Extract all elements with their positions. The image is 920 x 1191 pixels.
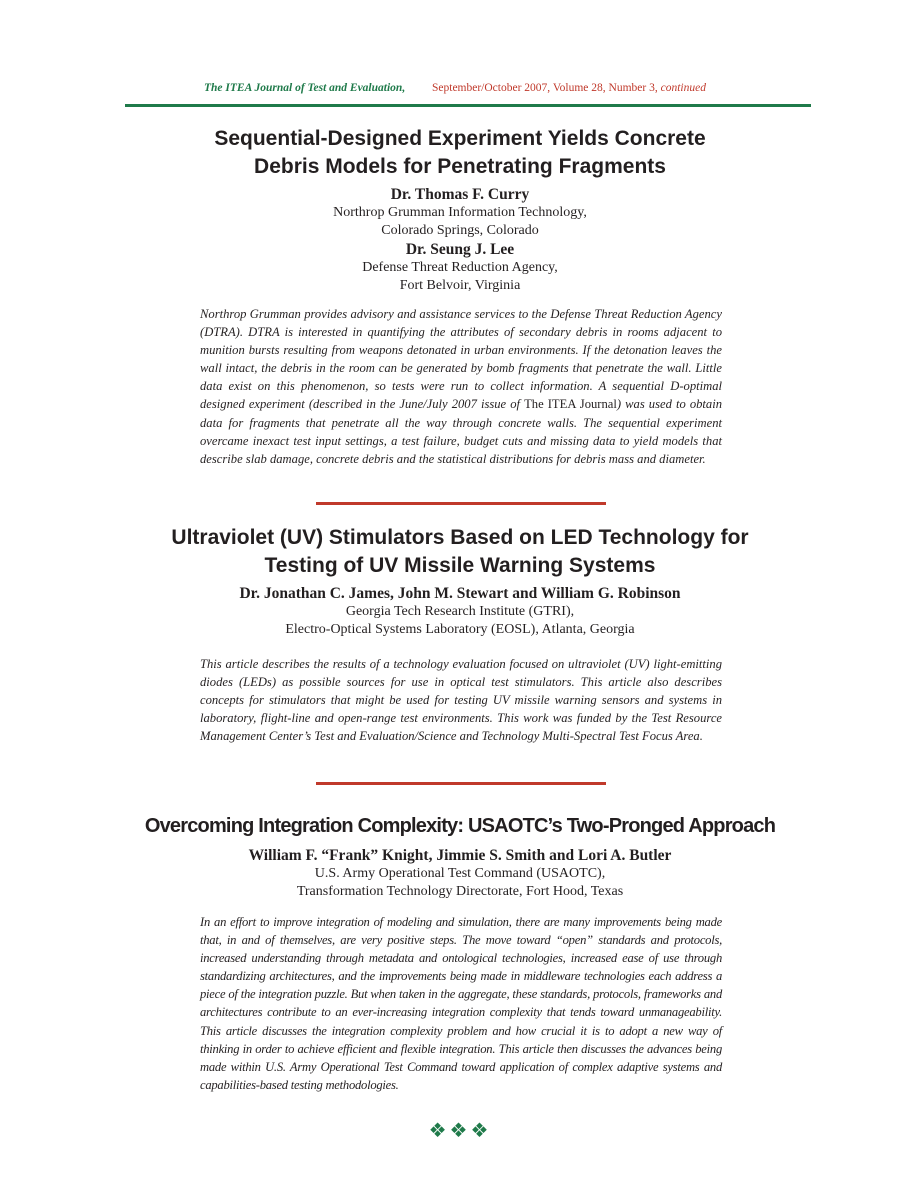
article-2-heading bbox=[100, 524, 820, 639]
article-1-title-line-1: Sequential-Designed Experiment Yields Concrete bbox=[214, 127, 706, 150]
article-3-abstract: In an effort to improve integration of modeling and simulation, there are many improvements being made that, in and of themselves, are very positive steps. The move toward “open” standards and protocols, increased understanding through metadata and ontological technologies, increased ease of use through standardizing architectures, and the improvements being made in middleware technologies each address a piece of the integration puzzle. But when taken in the aggregate, these standards, protocols, frameworks and architectures contribute to an ever-increasing integration complexity that tends toward unmanageability. This article discusses the integration complexity problem and how crucial it is to adopt a new way of thinking in order to achieve efficient and flexible integration. This article then discusses the advances being made within U.S. Army Operational Test Command toward application of complex adaptive systems and capabilities-based testing methodologies. bbox=[200, 915, 722, 1092]
article-3-authors: William F. “Frank” Knight, Jimmie S. Smith and Lori A. Butler bbox=[248, 847, 672, 864]
header-rule bbox=[125, 104, 811, 107]
article-1-title-line-2: Debris Models for Penetrating Fragments bbox=[254, 155, 666, 178]
article-1-abstract-part-1: Northrop Grumman provides advisory and assistance services to the Defense Threat Reduction Agency (DTRA). DTRA is interested in quantifying the attributes of secondary debris in rooms adjacent to munition bursts resulting from weapons detonated in urban environments. If the detonation leaves the wall intact, the debris in the room can be generated by bomb fragments that penetrate the wall. Little data exist on this phenomenon, so tests were run to collect information. A sequential D-optimal designed experiment (described in the June/July 2007 issue of bbox=[200, 307, 722, 412]
issue-info bbox=[432, 82, 706, 94]
divider-1 bbox=[316, 502, 606, 505]
article-3-affiliation-line-2: Transformation Technology Directorate, Fort Hood, Texas bbox=[296, 884, 624, 899]
article-1-heading bbox=[100, 125, 820, 295]
article-1-affiliation-1-line-1: Northrop Grumman Information Technology, bbox=[333, 205, 587, 220]
article-2-authors: Dr. Jonathan C. James, John M. Stewart and William G. Robinson bbox=[239, 585, 681, 602]
issue-text: September/October 2007, Volume 28, Number 3, bbox=[432, 82, 658, 94]
article-1-affiliation-2-line-2: Fort Belvoir, Virginia bbox=[399, 278, 521, 293]
article-3-heading bbox=[100, 812, 820, 901]
article-1-affiliation-1-line-2: Colorado Springs, Colorado bbox=[381, 223, 539, 238]
section-end-ornament-icon: ❖❖❖ bbox=[428, 1118, 492, 1142]
article-1-abstract bbox=[200, 305, 722, 468]
continued-label: continued bbox=[660, 82, 706, 94]
running-header bbox=[204, 82, 764, 102]
article-1-author-2: Dr. Seung J. Lee bbox=[405, 241, 515, 258]
article-2-abstract: This article describes the results of a technology evaluation focused on ultraviolet (UV) light-emitting diodes (LEDs) as possible sources for use in optical test stimulators. This article also describes concepts for stimulators that might be used for testing UV missile warning sensors and systems in laboratory, flight-line and open-range test environments. This work was funded by the Test Resource Management Center’s Test and Evaluation/Science and Technology Multi-Spectral Test Focus Area. bbox=[200, 657, 722, 744]
article-1-abstract-journal: The ITEA Journal bbox=[524, 397, 617, 412]
journal-name: The ITEA Journal of Test and Evaluation, bbox=[204, 82, 406, 94]
article-2-title-line-1: Ultraviolet (UV) Stimulators Based on LED Technology for bbox=[171, 526, 749, 549]
article-1-abstract-part-2: ) was used to obtain data for fragments that penetrate all the way through concrete walls. The sequential experiment overcame inexact test input settings, a test failure, budget cuts and missing data to yield models that describe slab damage, concrete debris and the statistical distributions for debris mass and diameter. bbox=[200, 397, 723, 466]
article-1-author-1: Dr. Thomas F. Curry bbox=[390, 186, 530, 203]
article-3-title: Overcoming Integration Complexity: USAOTC’s Two-Pronged Approach bbox=[144, 815, 776, 837]
article-2-affiliation-line-1: Georgia Tech Research Institute (GTRI), bbox=[345, 604, 575, 619]
article-2-affiliation-line-2: Electro-Optical Systems Laboratory (EOSL), Atlanta, Georgia bbox=[285, 622, 635, 637]
article-2-title-line-2: Testing of UV Missile Warning Systems bbox=[264, 554, 656, 577]
article-3-affiliation-line-1: U.S. Army Operational Test Command (USAOTC), bbox=[314, 866, 606, 881]
divider-2 bbox=[316, 782, 606, 785]
article-1-affiliation-2-line-1: Defense Threat Reduction Agency, bbox=[362, 260, 558, 275]
